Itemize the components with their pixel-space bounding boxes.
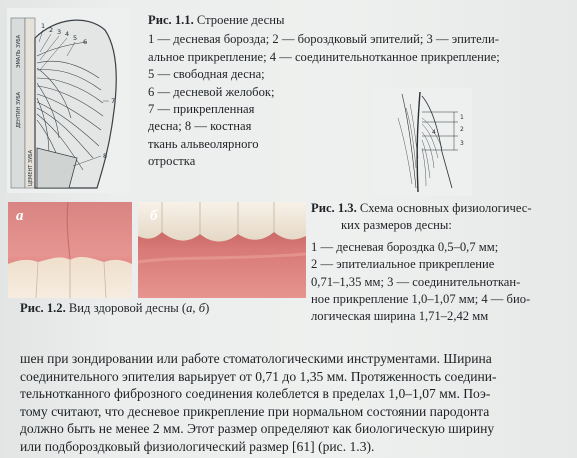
figure-1-1-line: альное прикрепление; 4 — соединительнотканное прикрепление;	[148, 49, 500, 64]
figure-1-2-title-b: б	[198, 301, 206, 315]
photo-a-label: а	[16, 208, 24, 224]
photo-a-image	[8, 202, 132, 298]
diagram-label-4: 4	[65, 30, 70, 38]
figure-1-3-line: логическая ширина 1,71–2,42 мм	[311, 309, 489, 324]
diagram-label-7: 7	[111, 97, 116, 105]
figure-1-2-title-a: а	[186, 301, 193, 315]
body-line: должно быть не менее 2 мм. Этот размер определяют как биологическую ширину	[20, 421, 495, 437]
figure-1-3-line: 2 — эпителиальное прикрепление	[311, 257, 495, 272]
figure-1-1-line: 6 — десневой желобок;	[148, 84, 275, 99]
figure-1-1-line: 7 — прикрепленная	[148, 102, 255, 117]
body-paragraph	[20, 350, 565, 456]
dimension-label-2: 2	[460, 126, 464, 133]
photo-b-label: б	[150, 208, 158, 224]
photo-b-image	[138, 202, 306, 298]
figure-1-2-caption	[20, 300, 209, 317]
figure-1-2-label: Рис. 1.2.	[20, 301, 66, 315]
figure-1-2-title-sep: ,	[192, 301, 199, 315]
figure-1-1-label: Рис. 1.1.	[148, 13, 194, 27]
body-line: соединительного эпителия варьирует от 0,71 до 1,35 мм. Протяженность соедини-	[20, 368, 497, 384]
diagram-label-2: 2	[49, 26, 54, 34]
figure-1-1-line: ткань альвеолярного	[148, 136, 259, 151]
figure-1-2-title: Вид здоровой десны (	[65, 301, 187, 315]
figure-1-3-line: 0,71–1,35 мм; 3 — соединительноткан-	[311, 274, 521, 289]
healthy-gum-photo-a	[8, 202, 132, 298]
dimension-label-3: 3	[460, 140, 464, 147]
diagram-label-1: 1	[41, 22, 46, 30]
cement-label: ЦЕМЕНТ ЗУБА	[28, 149, 34, 186]
figure-1-3-title-cont: ких размеров десны:	[341, 218, 452, 233]
dimension-label-4: 4	[432, 129, 436, 136]
diagram-label-3: 3	[57, 28, 62, 36]
gum-dimensions-diagram	[372, 88, 472, 196]
diagram-label-5: 5	[73, 34, 78, 42]
figure-1-1-line: отростка	[148, 154, 196, 169]
body-line: или подбороздковый физиологический размер [61] (рис. 1.3).	[20, 438, 375, 454]
dentin-label: ДЕНТИН ЗУБА	[16, 91, 22, 128]
figure-1-3-caption	[311, 200, 571, 326]
figure-1-3-title: Схема основных физиологичес-	[356, 201, 532, 215]
figure-1-3-line: 1 — десневая бороздка 0,5–0,7 мм;	[311, 239, 499, 254]
figure-1-1-line: 1 — десневая борозда; 2 — бороздковый эпителий; 3 — эпители-	[148, 32, 499, 47]
body-line: шен при зондировании или работе стоматологическими инструментами. Ширина	[20, 351, 492, 366]
figure-1-3-label: Рис. 1.3.	[311, 201, 357, 215]
enamel-label: ЭМАЛЬ ЗУБА	[16, 34, 22, 68]
body-line: тельнотканного фиброзного соединения колеблется в пределах 1,0–1,07 мм. Поэ-	[20, 386, 491, 402]
diagram-label-8: 8	[103, 152, 108, 160]
dimension-label-1: 1	[460, 114, 464, 121]
figure-1-1-caption	[148, 12, 568, 171]
figure-1-1-title: Строение десны	[193, 13, 285, 27]
gum-structure-diagram	[7, 8, 130, 193]
figure-1-3-line: ное прикрепление 1,0–1,07 мм; 4 — био-	[311, 292, 531, 307]
figure-1-1-line: 5 — свободная десна;	[148, 67, 265, 82]
diagram-label-6: 6	[83, 38, 88, 46]
figure-1-1-line: десна; 8 — костная	[148, 119, 252, 134]
healthy-gum-photo-b	[138, 202, 306, 298]
body-line: тому считают, что десневое прикрепление при нормальном состоянии пародонта	[20, 403, 490, 419]
figure-1-2-title-end: )	[205, 301, 210, 315]
